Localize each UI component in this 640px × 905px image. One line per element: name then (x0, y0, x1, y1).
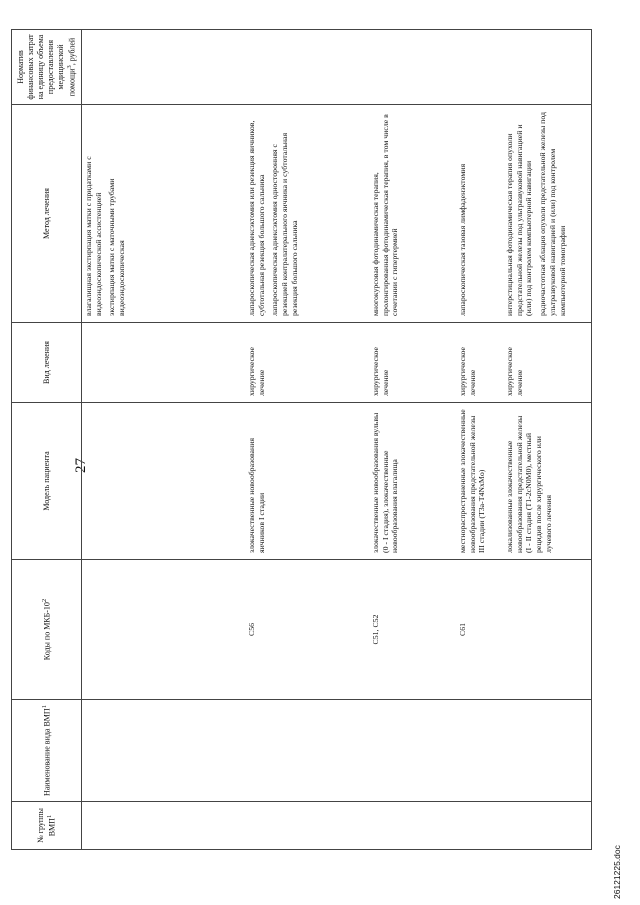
doc-id: 26121225.doc (612, 845, 622, 899)
treatment-method-item: лапароскопическая аднексэктомия или резекция яичников, субтотальная резекция большого сальника (247, 120, 266, 316)
treatment-type-item: хирургическое лечение (371, 347, 390, 396)
header-vmp-name: Наименование вида ВМП$^1$ (12, 700, 82, 802)
treatment-method-group (247, 108, 304, 319)
treatment-method-item: лапароскопическая тазовая лимфаденэктомия (458, 163, 467, 316)
header-patient-model: Модель пациента (12, 403, 82, 560)
table-header-row (12, 30, 82, 850)
treatment-method-group (84, 108, 131, 319)
treatment-method-item: экстирпация матки с маточными трубами видеоэндоскопическая (107, 178, 127, 316)
treatment-method-group (458, 108, 472, 319)
patient-model-item: местнораспространенные злокачественные новообразования предстательной железы III стадии (T3a-T4NxMo) (458, 409, 487, 553)
icd-code-item: C56 (247, 623, 256, 636)
treatment-method-item: радиочастотная аблация опухоли предстательной железы под ультразвуковой навигацией и (или) под контролем компьютерной томографии (538, 112, 567, 316)
treatment-type-item: хирургическое лечение (247, 347, 266, 396)
icd-code-item: C61 (458, 623, 467, 636)
cell-cost-norm (82, 30, 592, 105)
patient-model-item: локализованные злокачественные новообразования предстательной железы (I - II стадия (T1-2cN0M0), местный рецидив после хирургического или лучевого лечения (505, 415, 553, 553)
cell-treatment-type (82, 323, 592, 403)
treatment-method-item: лапароскопическая аднексэктомия односторонняя с резекцией контралатерального яичника и субтотальная резекция большого сальника (270, 132, 299, 316)
icd-code-item: C51, C52 (371, 614, 380, 645)
header-icd-codes: Коды по МКБ-$10^2$ (12, 560, 82, 700)
treatment-type-item: хирургическое лечение (458, 347, 477, 396)
cell-treatment-method (82, 105, 592, 323)
treatment-method-group (371, 108, 404, 319)
header-cost-norm: Норматив финансовых затрат на единицу объема предоставления медицинской помощи$^3$, рублей (12, 30, 82, 105)
cell-vmp-name (82, 700, 592, 802)
treatment-type-item: хирургическое лечение (505, 347, 524, 396)
treatment-method-item: интерстициальная фотодинамическая терапия опухоли предстательной железы под ультразвуковой навигацией и (или) под контролем компьютерной навигации (505, 124, 534, 316)
treatment-method-item: влагалищная экстирпация матки с придатками с видеоэндоскопической ассистенцией (84, 156, 103, 316)
header-group-no: № группы ВМП$^1$ (12, 802, 82, 850)
treatment-method-group (505, 108, 571, 319)
cell-icd-codes (82, 560, 592, 700)
header-treatment-type: Вид лечения (12, 323, 82, 403)
header-treatment-method: Метод лечения (12, 105, 82, 323)
table-body-row (82, 30, 592, 850)
patient-model-item: злокачественные новообразования вульвы (0 - I стадия), злокачественные новообразования влагалища (371, 412, 400, 553)
vmp-table (11, 29, 592, 850)
cell-group-no (82, 802, 592, 850)
cell-patient-model (82, 403, 592, 560)
treatment-method-item: многокурсовая фотодинамическая терапия, пролонгированная фотодинамическая терапия, в том числе в сочетании с гипертермией (371, 114, 400, 316)
patient-model-item: злокачественные новообразования яичников I стадии (247, 438, 266, 553)
page-number: 27 (73, 458, 89, 473)
